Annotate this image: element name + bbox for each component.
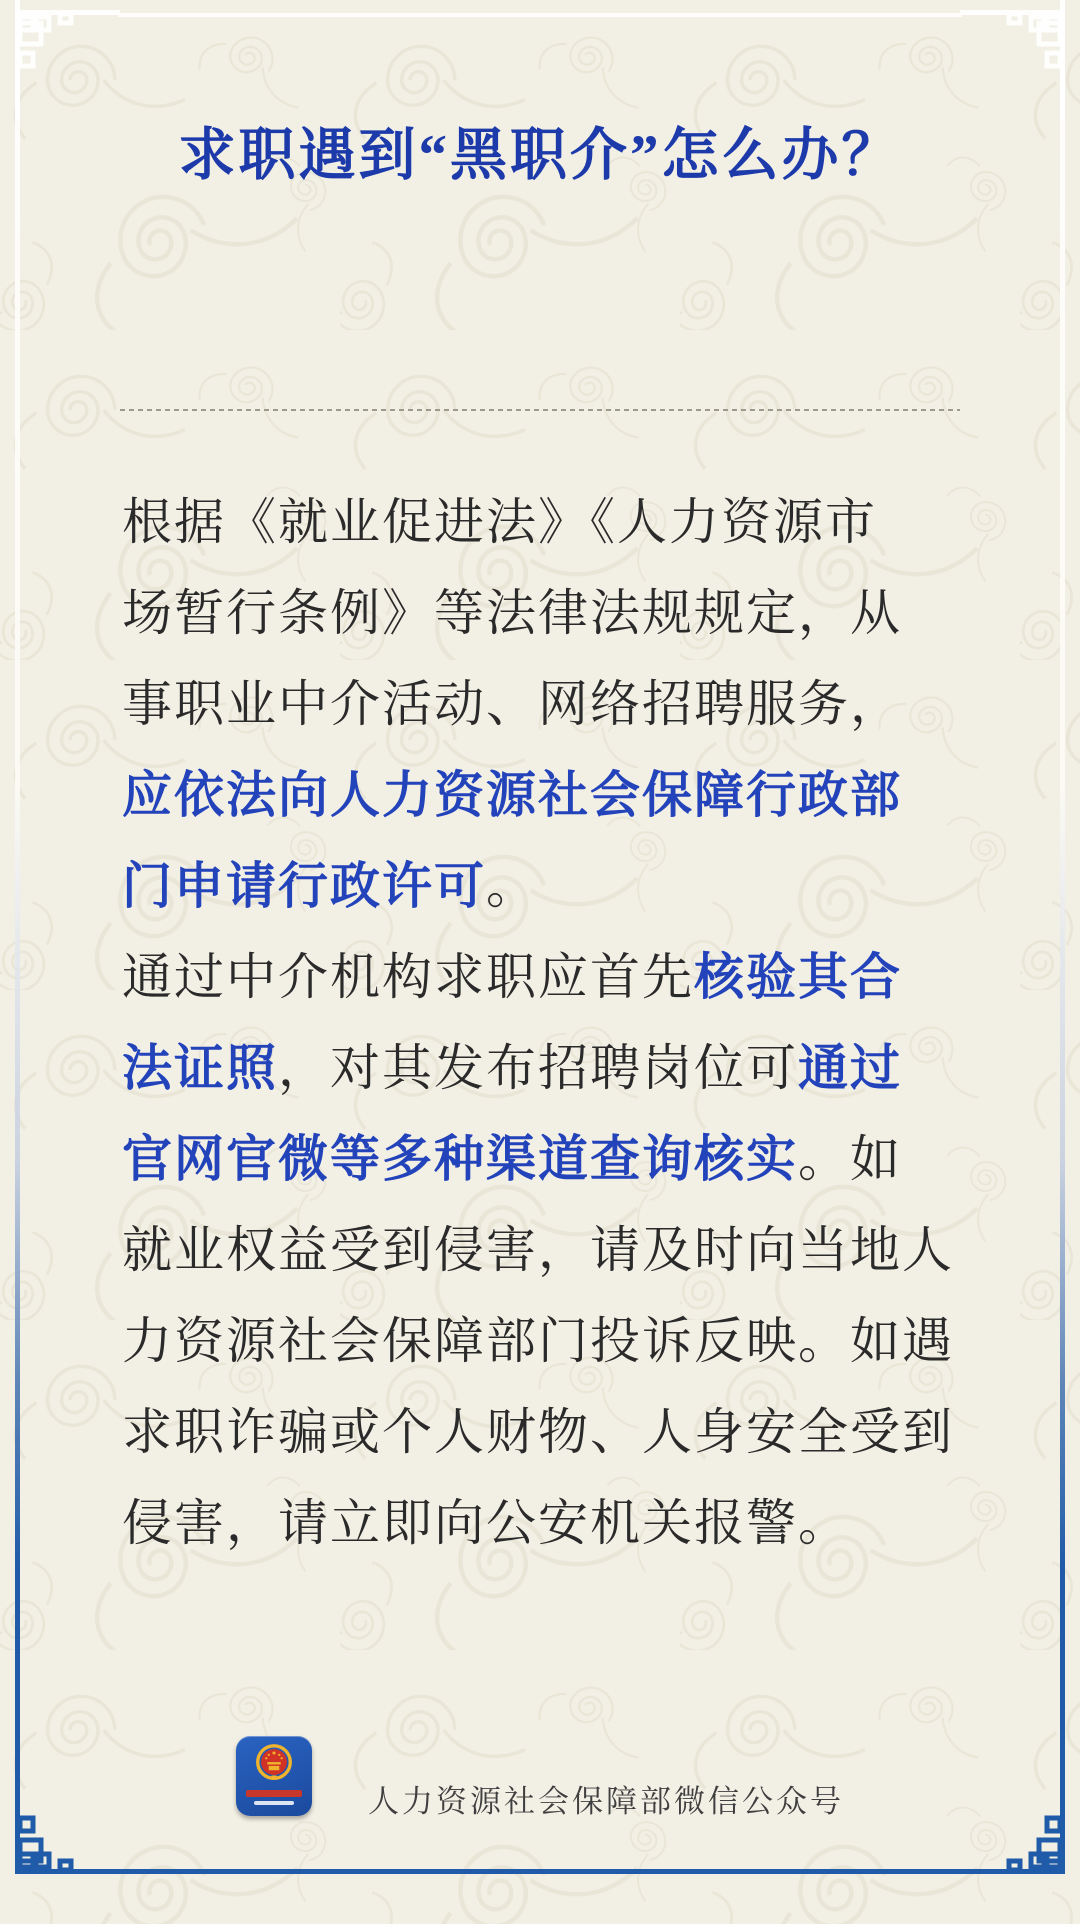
frame-right-line xyxy=(1060,0,1065,1869)
corner-ornament-top-left xyxy=(0,0,120,120)
body-text-segment: 门申请行政许可 xyxy=(122,858,486,914)
corner-ornament-top-right xyxy=(960,0,1080,120)
body-text-segment: 法证照 xyxy=(122,1040,278,1096)
body-text-segment: 事职业中介活动、网络招聘服务， xyxy=(122,676,902,732)
frame-bottom-line xyxy=(118,1869,962,1874)
body-text-segment: 通过 xyxy=(798,1040,902,1096)
body-text-segment: 通过中介机构求职应首先 xyxy=(122,949,694,1005)
body-text-segment: 应依法向人力资源社会保障行政部 xyxy=(122,767,902,823)
body-text-segment: 。 xyxy=(486,858,538,914)
body-text-line xyxy=(122,932,968,1023)
page-title: 求职遇到“黑职介”怎么办？ xyxy=(178,124,902,188)
body-text-segment: ，对其发布招聘岗位可 xyxy=(278,1040,798,1096)
logo-url-line xyxy=(254,1801,294,1805)
mohrss-logo xyxy=(236,1736,312,1816)
body-text-line xyxy=(122,659,968,750)
body-text-segment: 场暂行条例》等法律法规规定，从 xyxy=(122,585,902,641)
national-emblem-icon xyxy=(251,1741,297,1787)
body-text-line xyxy=(122,1296,968,1387)
body-text-line xyxy=(122,750,968,841)
body-text-line xyxy=(122,1478,968,1569)
body-text-segment: 就业权益受到侵害，请及时向当地人 xyxy=(122,1222,954,1278)
frame-top-line xyxy=(118,13,962,17)
body-text-segment: 官网官微等多种渠道查询核实 xyxy=(122,1131,798,1187)
body-text-line xyxy=(122,841,968,932)
frame-left-line xyxy=(15,0,20,1869)
body-text-segment: 力资源社会保障部门投诉反映。如遇 xyxy=(122,1313,954,1369)
footer xyxy=(0,1736,1080,1821)
body-text-segment: 核验其合 xyxy=(694,949,902,1005)
divider xyxy=(120,409,960,411)
body-text-line xyxy=(122,1205,968,1296)
footer-account-name: 人力资源社会保障部微信公众号 xyxy=(368,1784,844,1819)
body-text-segment: 侵害，请立即向公安机关报警。 xyxy=(122,1495,850,1551)
logo-text-line xyxy=(246,1790,302,1797)
body-text-line xyxy=(122,477,968,568)
body-text-line xyxy=(122,1114,968,1205)
body-text-line xyxy=(122,1023,968,1114)
body-text-segment: 。如 xyxy=(798,1131,902,1187)
body-text-segment: 求职诈骗或个人财物、人身安全受到 xyxy=(122,1404,954,1460)
body-text xyxy=(122,477,968,1569)
body-text-segment: 根据《就业促进法》《人力资源市 xyxy=(122,494,877,550)
body-text-line xyxy=(122,1387,968,1478)
body-text-line xyxy=(122,568,968,659)
